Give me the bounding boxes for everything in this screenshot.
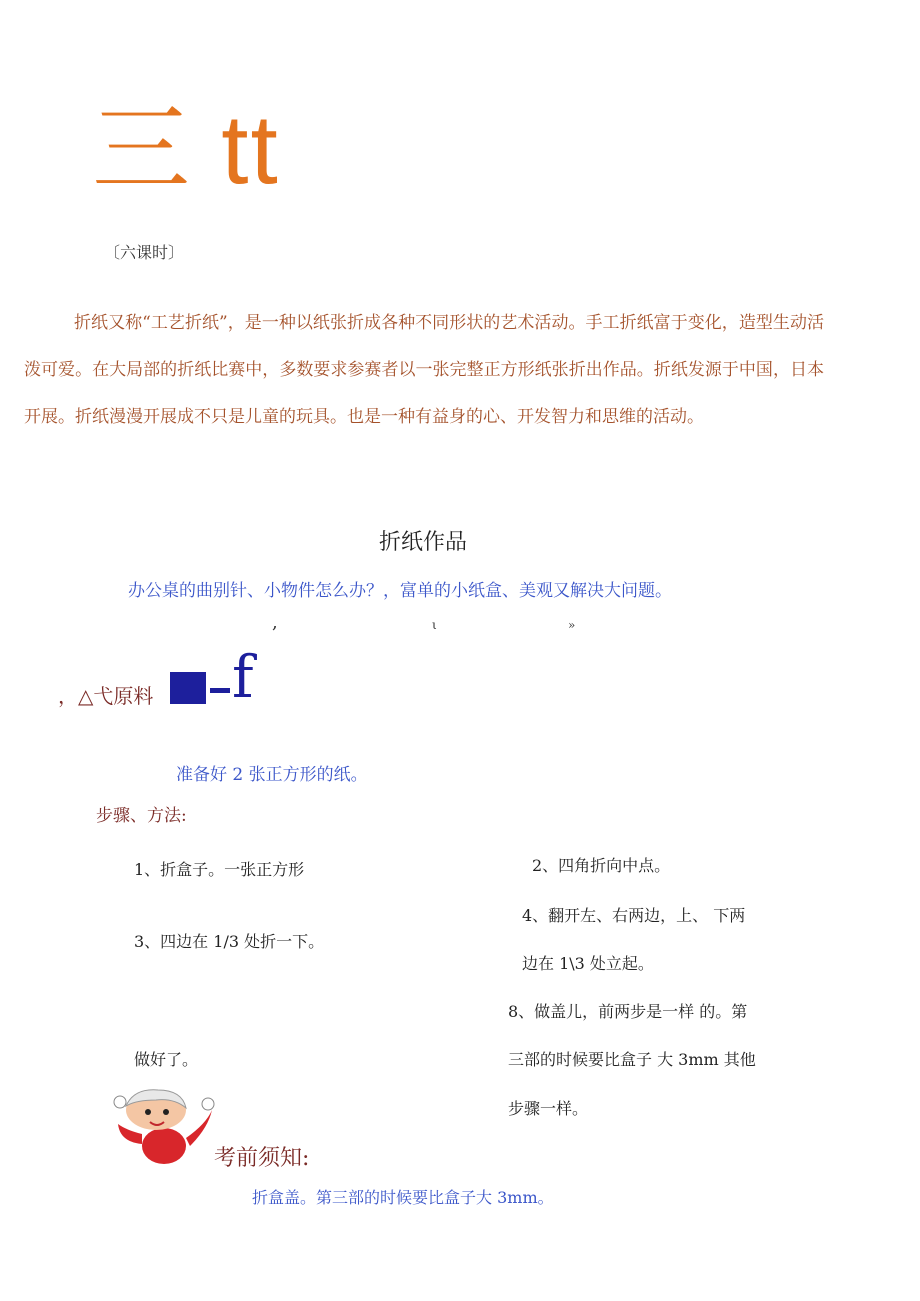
materials-block-shape bbox=[170, 672, 206, 704]
step-8-line-1: 8、做盖儿，前两步是一样 的。第 bbox=[508, 1002, 748, 1021]
notes-text: 折盒盖。第三部的时候要比盒子大 3mm。 bbox=[252, 1188, 554, 1207]
step-8-line-2: 三部的时候要比盒子 大 3mm 其他 bbox=[508, 1050, 756, 1069]
works-title: 折纸作品 bbox=[378, 530, 467, 555]
step-4-line-1: 4、翻开左、右两边，上、 下两 bbox=[522, 906, 746, 925]
intro-paragraph bbox=[24, 300, 824, 441]
done-text: 做好了。 bbox=[134, 1050, 199, 1069]
mascot-icon bbox=[112, 1084, 216, 1166]
prep-text: 准备好 2 张正方形的纸。 bbox=[176, 765, 368, 785]
step-4-line-2: 边在 1\3 处立起。 bbox=[522, 954, 654, 973]
step-2: 2、四角折向中点。 bbox=[532, 856, 671, 875]
intro-text: 折纸又称“工艺折纸”，是一种以纸张折成各种不同形状的艺术活动。手工折纸富于变化，造型生动活泼可爱。在大局部的折纸比赛中，多数要求参赛者以一张完整正方形纸张折出作品。折纸发源于中国，日本开展。折纸漫漫开展成不只是儿童的玩具。也是一种有益身的心、开发智力和思维的活动。 bbox=[24, 313, 824, 427]
notes-title: 考前须知: bbox=[214, 1146, 310, 1171]
big-title: 三 tt bbox=[92, 94, 280, 204]
stray-mark-3: » bbox=[568, 618, 576, 632]
materials-glyph: f bbox=[232, 643, 254, 711]
step-1: 1、折盒子。一张正方形 bbox=[134, 860, 305, 879]
materials-label: ，△弋原料 bbox=[58, 684, 154, 708]
stray-mark-2: ι bbox=[432, 618, 437, 632]
lesson-count: 〔六课时〕 bbox=[104, 243, 185, 262]
step-3: 3、四边在 1/3 处折一下。 bbox=[134, 932, 325, 951]
works-subtitle: 办公桌的曲别针、小物件怎么办？，富单的小纸盒、美观又解决大问题。 bbox=[128, 581, 672, 601]
steps-title: 步骤、方法: bbox=[96, 806, 187, 826]
stray-mark-1: , bbox=[272, 612, 278, 633]
materials-dash-shape bbox=[210, 688, 230, 693]
step-8-line-3: 步骤一样。 bbox=[508, 1099, 589, 1118]
